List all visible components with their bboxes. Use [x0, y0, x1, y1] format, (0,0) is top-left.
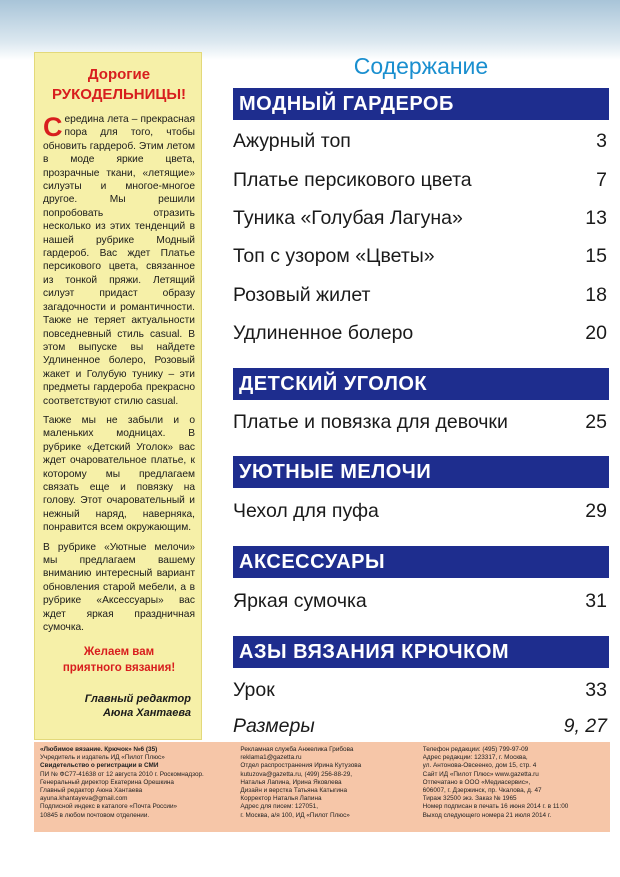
letter-paragraph-1 [43, 113, 195, 408]
toc-item-page: 18 [585, 284, 607, 306]
toc-item-page: 13 [585, 207, 607, 229]
toc-item-label: Урок [233, 679, 275, 701]
toc-item-page: 20 [585, 322, 607, 344]
imprint-line: Дизайн и верстка Татьяна Катыгина [240, 787, 348, 795]
toc-section-cozy: УЮТНЫЕ МЕЛОЧИ [233, 456, 609, 488]
imprint-col-1 [40, 746, 230, 828]
toc-item-label: Платье персикового цвета [233, 169, 472, 191]
imprint-line: ПИ № ФС77-41638 от 12 августа 2010 г. Роскомнадзор. [40, 770, 204, 778]
toc-item-label: Розовый жилет [233, 284, 371, 306]
toc-item-label: Туника «Голубая Лагуна» [233, 207, 463, 229]
toc-item-label: Яркая сумочка [233, 590, 367, 612]
imprint-line: reklama1@gazetta.ru [240, 754, 302, 762]
wish-line2: приятного вязания! [62, 662, 176, 675]
imprint-line: Подписной индекс в каталоге «Почта России» [40, 803, 178, 811]
editor-role: Главный редактор [84, 693, 191, 706]
imprint-line: Рекламная служба Анжелика Грибова [240, 746, 354, 753]
toc-item-label: Чехол для пуфа [233, 500, 379, 522]
imprint-line: Корректор Наталья Лапина [240, 795, 322, 803]
imprint-line: 606007, г. Дзержинск, пр. Чкалова, д. 47 [422, 787, 542, 795]
imprint-block [34, 742, 610, 832]
toc-title: Содержание [353, 53, 489, 79]
toc-item[interactable] [233, 586, 609, 616]
imprint-line: Главный редактор Аюна Хантаева [40, 787, 143, 795]
imprint-line: Адрес для писем: 127051, [240, 803, 318, 811]
toc-item[interactable] [233, 241, 609, 271]
imprint-line: Отпечатано в ООО «Медиасервис», [422, 778, 531, 786]
wish-line1: Желаем вам [83, 646, 155, 659]
imprint-col-3 [423, 746, 604, 828]
imprint-line: Выход следующего номера 21 июля 2014 г. [422, 811, 552, 819]
editor-letter-box [34, 52, 202, 740]
toc-item-label: Ажурный топ [233, 130, 351, 152]
toc-item-page: 33 [585, 679, 607, 701]
imprint-line: ул. Антонова-Овсеенко, дом 15, стр. 4 [422, 762, 537, 770]
toc-item-page: 31 [585, 590, 607, 612]
imprint-line: г. Москва, а/я 100, ИД «Пилот Плюс» [240, 811, 350, 819]
toc-item-page: 9, 27 [563, 715, 607, 737]
imprint-line: Адрес редакции: 123317, г. Москва, [422, 754, 528, 762]
letter-paragraph-2: Также мы не забыли и о маленьких модницах. В рубрике «Детский Уголок» вас ждет очаровательное платье, к которому мы предлагаем связать еще и повязку на голову. Этот очаровательный и нежный наряд, наверняка, понравится всем окружающим. [43, 414, 195, 534]
toc-item-page: 7 [596, 169, 607, 191]
toc-item-page: 15 [585, 245, 607, 267]
letter-paragraph-3: В рубрике «Уютные мелочи» мы предлагаем вашему вниманию интересный вариант обновления старой мебели, а в рубрике «Аксессуары» вас ждет яркая праздничная сумочка. [43, 541, 195, 634]
drop-cap: С [43, 112, 63, 142]
toc-item-label: Удлиненное болеро [233, 322, 414, 344]
imprint-line: Телефон редакции: (495) 799-97-09 [422, 746, 529, 753]
imprint-line: kutuzova@gazetta.ru, (499) 256-88-29, [240, 770, 353, 778]
toc-item[interactable] [233, 711, 609, 741]
letter-title-line2: РУКОДЕЛЬНИЦЫ! [51, 86, 186, 103]
imprint-line: Сайт ИД «Пилот Плюс» www.gazetta.ru [422, 770, 539, 778]
toc-item[interactable] [233, 675, 609, 705]
imprint-line: Тираж 32500 экз. Заказ № 1965 [422, 795, 517, 803]
toc-section-fashion: МОДНЫЙ ГАРДЕРОБ [233, 88, 609, 120]
editor-signature [43, 692, 195, 720]
toc-item-page: 29 [585, 500, 607, 522]
toc-item[interactable] [233, 165, 609, 195]
imprint-line: 10845 в любом почтовом отделении. [40, 811, 150, 819]
toc-item-page: 25 [585, 411, 607, 433]
imprint-col-2 [240, 746, 412, 828]
toc-item-label: Платье и повязка для девочки [233, 411, 508, 433]
toc-section-kids: ДЕТСКИЙ УГОЛОК [233, 368, 609, 400]
editor-name: Аюна Хантаева [102, 707, 191, 720]
letter-paragraph-1-text: ередина лета – прекрасная пора для того, чтобы обновить гардероб. Этим летом в моде яркие цвета, прозрачные ткани, «летящие» силуэты и многое-многое другое. Мы решили попробовать отразить несколько из этих тенденций в нашей рубрике Модный гардероб. Вас ждет Платье персикового цвета, связанное из тонкой пряжи. Летящий силуэт придаст образу загадочности и романтичности. Также не теряет актуальности повседневный стиль casual. В этом выпуске вы найдете Удлиненное болеро, Розовый жакет и Голубую тунику – эти предметы гардероба прекрасно соответствуют стилю casual. [43, 114, 195, 407]
toc-item[interactable] [233, 203, 609, 233]
toc-item[interactable] [233, 407, 609, 437]
imprint-line: ayuna.khantayeva@gmail.com [40, 795, 128, 803]
toc-item-label: Топ с узором «Цветы» [233, 245, 435, 267]
imprint-line: «Любимое вязание. Крючок» №6 (35) [40, 746, 158, 753]
toc-item[interactable] [233, 280, 609, 310]
toc-item-label: Размеры [233, 715, 315, 737]
toc-section-accessories: АКСЕССУАРЫ [233, 546, 609, 578]
header-photo-strip [0, 0, 620, 60]
toc-item[interactable] [233, 496, 609, 526]
toc-item-page: 3 [596, 130, 607, 152]
imprint-line: Номер подписан в печать 16 июня 2014 г. в 11:00 [422, 803, 569, 811]
imprint-line: Учредитель и издатель ИД «Пилот Плюс» [40, 754, 165, 762]
toc-item[interactable] [233, 126, 609, 156]
toc-section-crochet-basics: АЗЫ ВЯЗАНИЯ КРЮЧКОМ [233, 636, 609, 668]
letter-title [43, 65, 195, 105]
toc-item[interactable] [233, 318, 609, 348]
imprint-line: Генеральный директор Екатерина Орешкина [40, 778, 174, 786]
imprint-line: Наталья Лапина, Ирина Яковлева [240, 778, 342, 786]
wish-text [43, 644, 195, 676]
imprint-line: Свидетельство о регистрации в СМИ [40, 762, 159, 770]
imprint-line: Отдел распространения Ирина Кутузова [240, 762, 362, 770]
letter-title-line1: Дорогие [87, 66, 151, 83]
